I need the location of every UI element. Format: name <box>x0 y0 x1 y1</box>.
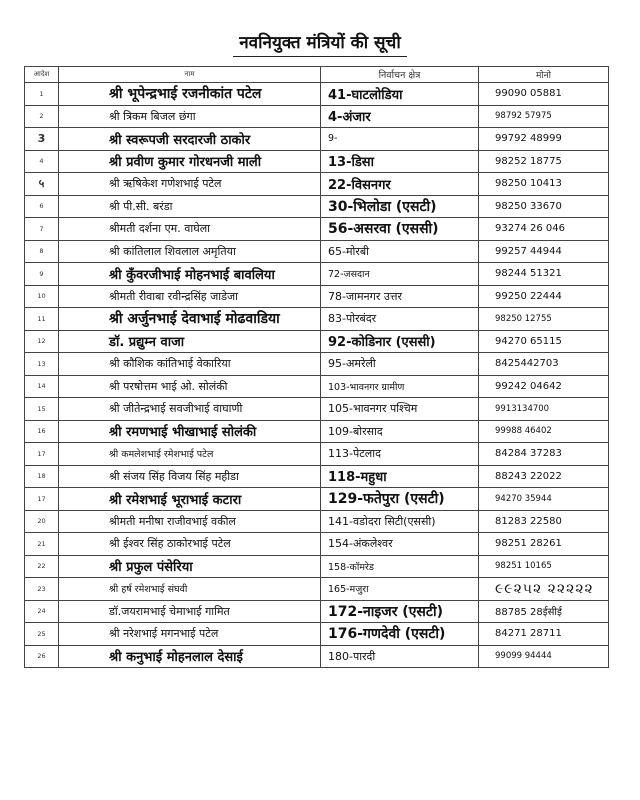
table-header-row <box>25 67 609 83</box>
row-serial: 23 <box>25 578 59 601</box>
row-mobile: 98251 28261 <box>479 533 609 556</box>
table-row <box>25 375 609 398</box>
row-mobile: 8425442703 <box>479 353 609 376</box>
row-name: श्री कांतिलाल शिवलाल अमृतिया <box>59 240 321 263</box>
row-mobile: 99250 22444 <box>479 285 609 308</box>
row-constituency: 72-जसदान <box>321 263 479 286</box>
row-serial: 14 <box>25 375 59 398</box>
row-name: श्री हर्ष रमेशभाई संघवी <box>59 578 321 601</box>
row-mobile: 98250 10413 <box>479 173 609 196</box>
table-row <box>25 308 609 331</box>
table-row <box>25 218 609 241</box>
row-serial: 15 <box>25 398 59 421</box>
row-name: श्री ईश्वर सिंह ठाकोरभाई पटेल <box>59 533 321 556</box>
table-row <box>25 263 609 286</box>
table-row <box>25 443 609 466</box>
row-name: श्री कुँवरजीभाई मोहनभाई बावलिया <box>59 263 321 286</box>
table-row <box>25 83 609 106</box>
row-mobile: 84271 28711 <box>479 623 609 646</box>
table-row <box>25 600 609 623</box>
row-serial: 11 <box>25 308 59 331</box>
row-mobile: 98250 33670 <box>479 195 609 218</box>
table-row <box>25 195 609 218</box>
row-constituency: 141-वडोदरा सिटी(एससी) <box>321 510 479 533</box>
row-serial: 3 <box>25 128 59 151</box>
row-mobile: 93274 26 046 <box>479 218 609 241</box>
table-row <box>25 330 609 353</box>
row-serial: 21 <box>25 533 59 556</box>
row-constituency: 113-पेटलाद <box>321 443 479 466</box>
row-name: श्री नरेशभाई मगनभाई पटेल <box>59 623 321 646</box>
row-serial: 9 <box>25 263 59 286</box>
header-serial: आदेश <box>25 67 59 83</box>
table-row <box>25 510 609 533</box>
row-mobile: 94270 65115 <box>479 330 609 353</box>
row-name: श्री जीतेन्द्रभाई सवजीभाई वाघाणी <box>59 398 321 421</box>
row-constituency: 4-अंजार <box>321 105 479 128</box>
table-row <box>25 533 609 556</box>
table-row <box>25 150 609 173</box>
header-constituency: निर्वाचन क्षेत्र <box>321 67 479 83</box>
document-title <box>0 30 640 53</box>
row-constituency: 22-विसनगर <box>321 173 479 196</box>
table-row <box>25 353 609 376</box>
row-name: श्रीमती मनीषा राजीवभाई वकील <box>59 510 321 533</box>
row-mobile: 98252 18775 <box>479 150 609 173</box>
row-constituency: 172-नाइजर (एसटी) <box>321 600 479 623</box>
row-mobile: ૯૯૨૫૨ ૨૨૨૨૨ <box>479 578 609 601</box>
row-serial: 20 <box>25 510 59 533</box>
row-constituency: 30-भिलोडा (एसटी) <box>321 195 479 218</box>
row-name: श्री कमलेशभाई रमेशभाई पटेल <box>59 443 321 466</box>
row-constituency: 118-महुधा <box>321 465 479 488</box>
row-constituency: 154-अंकलेश्वर <box>321 533 479 556</box>
row-serial: 24 <box>25 600 59 623</box>
row-name: श्री भूपेन्द्रभाई रजनीकांत पटेल <box>59 83 321 106</box>
row-mobile: 99099 94444 <box>479 645 609 668</box>
row-constituency: 65-मोरबी <box>321 240 479 263</box>
row-serial: 6 <box>25 195 59 218</box>
row-mobile: 94270 35944 <box>479 488 609 511</box>
row-name: श्री संजय सिंह विजय सिंह महीडा <box>59 465 321 488</box>
table-row <box>25 285 609 308</box>
row-serial: 7 <box>25 218 59 241</box>
header-mobile: मोनो <box>479 67 609 83</box>
row-constituency: 158-कॉमरेड <box>321 555 479 578</box>
row-name: डॉ. प्रद्युम्न वाजा <box>59 330 321 353</box>
row-serial: 26 <box>25 645 59 668</box>
row-name: श्री ऋषिकेश गणेशभाई पटेल <box>59 173 321 196</box>
row-mobile: 84284 37283 <box>479 443 609 466</box>
row-name: श्री कनुभाई मोहनलाल देसाई <box>59 645 321 668</box>
row-serial: 17 <box>25 443 59 466</box>
row-mobile: 98244 51321 <box>479 263 609 286</box>
row-serial: 4 <box>25 150 59 173</box>
row-constituency: 13-डिसा <box>321 150 479 173</box>
row-serial: 18 <box>25 465 59 488</box>
ministers-table <box>24 66 609 668</box>
row-constituency: 92-कोडिनार (एससी) <box>321 330 479 353</box>
row-mobile: 98792 57975 <box>479 105 609 128</box>
row-mobile: 88243 22022 <box>479 465 609 488</box>
table-row <box>25 623 609 646</box>
row-name: डॉ.जयरामभाई चेमाभाई गामित <box>59 600 321 623</box>
table-row <box>25 578 609 601</box>
table-row <box>25 420 609 443</box>
row-mobile: 99090 05881 <box>479 83 609 106</box>
row-mobile: 99792 48999 <box>479 128 609 151</box>
table-row <box>25 240 609 263</box>
row-mobile: 99242 04642 <box>479 375 609 398</box>
row-constituency: 129-फतेपुरा (एसटी) <box>321 488 479 511</box>
row-name: श्रीमती रीवाबा रवीन्द्रसिंह जाडेजा <box>59 285 321 308</box>
table-row <box>25 105 609 128</box>
row-constituency: 165-मजुरा <box>321 578 479 601</box>
row-constituency: 105-भावनगर पश्चिम <box>321 398 479 421</box>
row-serial: 17 <box>25 488 59 511</box>
table-row <box>25 488 609 511</box>
row-serial: 25 <box>25 623 59 646</box>
row-name: श्रीमती दर्शना एम. वाघेला <box>59 218 321 241</box>
title-text: नवनियुक्त मंत्रियों की सूची <box>233 33 407 57</box>
row-name: श्री रमणभाई भीखाभाई सोलंकी <box>59 420 321 443</box>
row-name: श्री परषोत्तम भाई ओ. सोलंकी <box>59 375 321 398</box>
row-mobile: 98251 10165 <box>479 555 609 578</box>
row-mobile: 9913134700 <box>479 398 609 421</box>
row-mobile: 99988 46402 <box>479 420 609 443</box>
row-serial: 1 <box>25 83 59 106</box>
row-mobile: 98250 12755 <box>479 308 609 331</box>
row-constituency: 95-अमरेली <box>321 353 479 376</box>
row-name: श्री कौशिक कांतिभाई वेकारिया <box>59 353 321 376</box>
row-name: श्री प्रवीण कुमार गोरधनजी माली <box>59 150 321 173</box>
row-constituency: 9- <box>321 128 479 151</box>
row-name: श्री अर्जुनभाई देवाभाई मोढवाडिया <box>59 308 321 331</box>
table-row <box>25 555 609 578</box>
row-mobile: 99257 44944 <box>479 240 609 263</box>
row-name: श्री रमेशभाई भूराभाई कटारा <box>59 488 321 511</box>
row-constituency: 180-पारदी <box>321 645 479 668</box>
row-serial: 12 <box>25 330 59 353</box>
row-constituency: 83-पोरबंदर <box>321 308 479 331</box>
row-constituency: 78-जामनगर उत्तर <box>321 285 479 308</box>
row-name: श्री प्रफुल पंसेरिया <box>59 555 321 578</box>
row-mobile: 88785 28ईसीई <box>479 600 609 623</box>
row-name: श्री पी.सी. बरंडा <box>59 195 321 218</box>
header-name: नाम <box>59 67 321 83</box>
row-serial: 2 <box>25 105 59 128</box>
table-row <box>25 173 609 196</box>
row-constituency: 103-भावनगर ग्रामीण <box>321 375 479 398</box>
row-constituency: 109-बोरसाद <box>321 420 479 443</box>
row-name: श्री त्रिकम बिजल छंगा <box>59 105 321 128</box>
table-row <box>25 645 609 668</box>
row-serial: 10 <box>25 285 59 308</box>
row-constituency: 41-घाटलोडिया <box>321 83 479 106</box>
row-serial: 13 <box>25 353 59 376</box>
row-constituency: 56-असरवा (एससी) <box>321 218 479 241</box>
row-constituency: 176-गणदेवी (एसटी) <box>321 623 479 646</box>
table-row <box>25 128 609 151</box>
row-serial: 22 <box>25 555 59 578</box>
row-serial: 8 <box>25 240 59 263</box>
table-row <box>25 398 609 421</box>
table-row <box>25 465 609 488</box>
row-serial: ५ <box>25 173 59 196</box>
row-mobile: 81283 22580 <box>479 510 609 533</box>
row-serial: 16 <box>25 420 59 443</box>
row-name: श्री स्वरूपजी सरदारजी ठाकोर <box>59 128 321 151</box>
